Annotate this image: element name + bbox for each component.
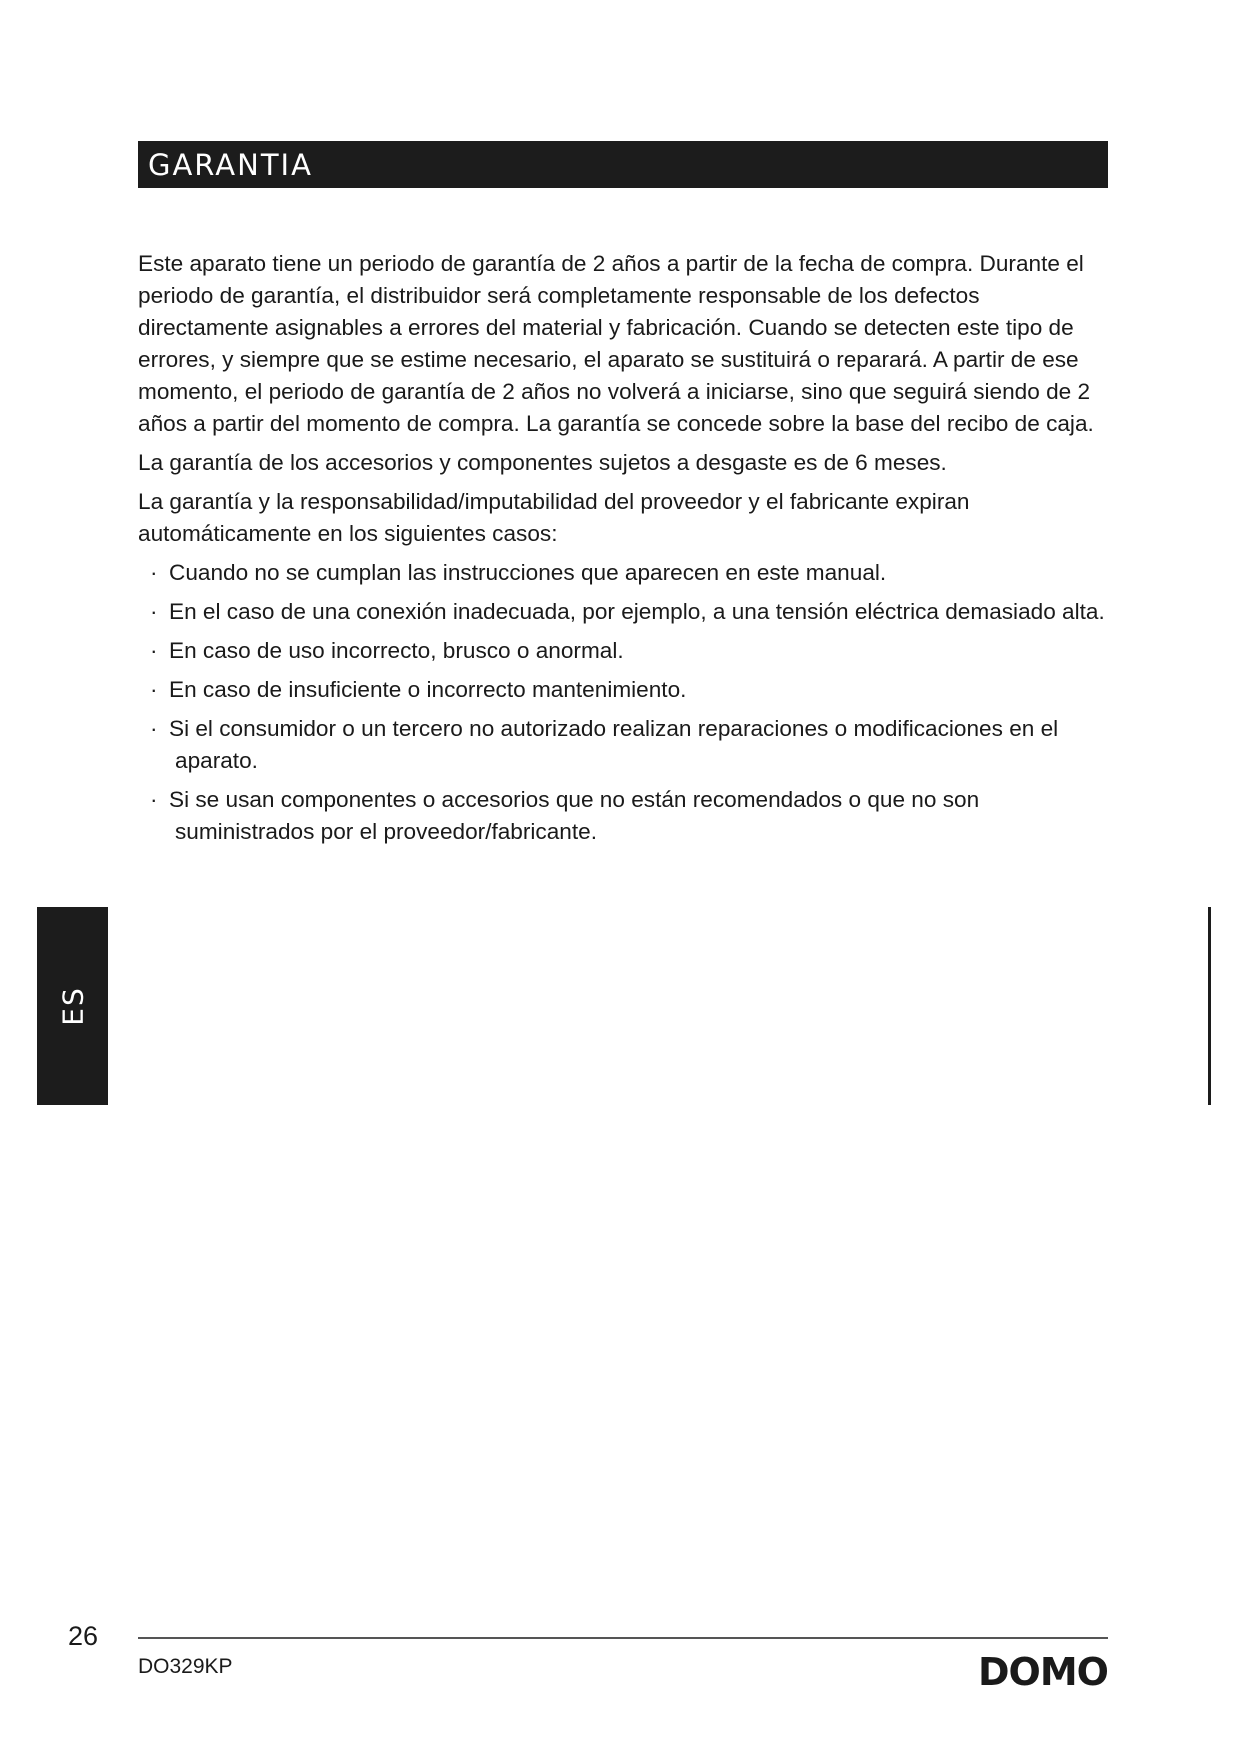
bullet-dot-icon: · bbox=[150, 677, 158, 702]
list-item bbox=[138, 713, 1113, 777]
language-tab-label: ES bbox=[56, 986, 89, 1026]
bullet-dot-icon: · bbox=[150, 787, 158, 812]
list-item bbox=[138, 784, 1113, 848]
bullet-dot-icon: · bbox=[150, 638, 158, 663]
warranty-body bbox=[138, 248, 1113, 855]
right-margin-rule bbox=[1208, 907, 1211, 1105]
list-item bbox=[138, 674, 1113, 706]
list-item bbox=[138, 635, 1113, 667]
model-code: DO329KP bbox=[138, 1655, 233, 1678]
list-item-text: Si se usan componentes o accesorios que no están recomendados o que no son suministrados por el proveedor/fabricante. bbox=[169, 787, 980, 844]
page-number: 26 bbox=[68, 1621, 99, 1651]
footer-divider bbox=[138, 1637, 1108, 1639]
warranty-paragraph-expiry: La garantía y la responsabilidad/imputabilidad del proveedor y el fabricante expiran automáticamente en los siguientes casos: bbox=[138, 489, 970, 546]
brand-logo: DOMO bbox=[978, 1650, 1108, 1694]
warranty-paragraph-accessories: La garantía de los accesorios y componentes sujetos a desgaste es de 6 meses. bbox=[138, 450, 947, 475]
list-item-text: En el caso de una conexión inadecuada, por ejemplo, a una tensión eléctrica demasiado alta. bbox=[169, 599, 1105, 624]
section-title: GARANTIA bbox=[148, 148, 313, 182]
list-item-text: En caso de uso incorrecto, brusco o anormal. bbox=[169, 638, 624, 663]
list-item-text: Cuando no se cumplan las instrucciones que aparecen en este manual. bbox=[169, 560, 887, 585]
list-item bbox=[138, 557, 1113, 589]
list-item-text: Si el consumidor o un tercero no autorizado realizan reparaciones o modificaciones en el aparato. bbox=[169, 716, 1059, 773]
warranty-paragraph-period: Este aparato tiene un periodo de garantía de 2 años a partir de la fecha de compra. Durante el periodo de garantía, el distribuidor será completamente responsable de los defectos directamente asignables a errores del material y fabricación. Cuando se detecten este tipo de errores, y siempre que se estime necesario, el aparato se sustituirá o reparará. A partir de ese momento, el periodo de garantía de 2 años no volverá a iniciarse, sino que seguirá siendo de 2 años a partir del momento de compra. La garantía se concede sobre la base del recibo de caja. bbox=[138, 251, 1094, 436]
bullet-dot-icon: · bbox=[150, 599, 158, 624]
list-item-text: En caso de insuficiente o incorrecto mantenimiento. bbox=[169, 677, 687, 702]
bullet-dot-icon: · bbox=[150, 560, 158, 585]
list-item bbox=[138, 596, 1113, 628]
section-heading-bar bbox=[138, 141, 1108, 188]
language-tab bbox=[37, 907, 108, 1105]
bullet-dot-icon: · bbox=[150, 716, 158, 741]
expiry-cases-list bbox=[138, 557, 1113, 848]
